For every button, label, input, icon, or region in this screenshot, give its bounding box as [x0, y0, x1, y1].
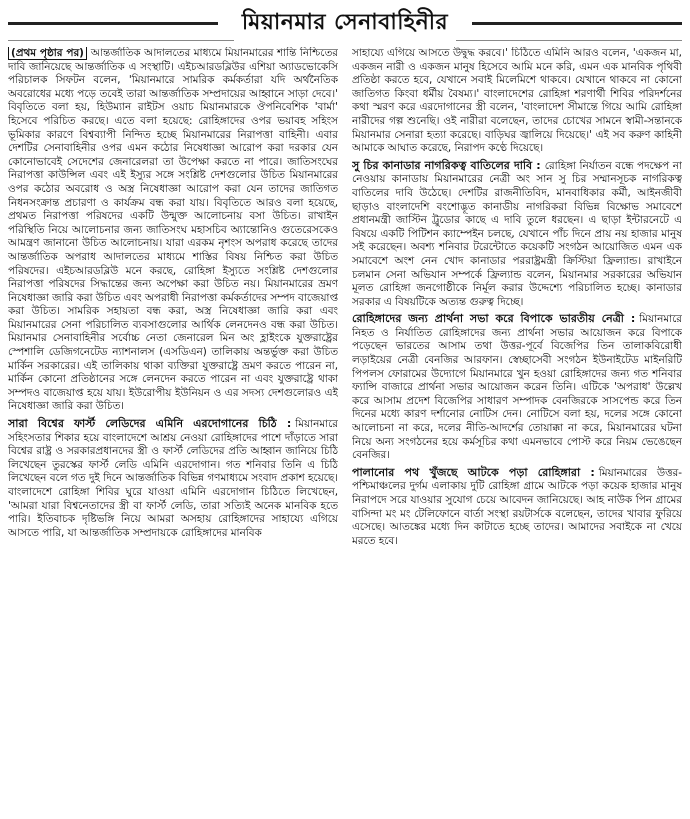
section-subhead: সারা বিশ্বের ফার্স্ট লেডিদের এমিনি এরদোগানের চিঠি :: [8, 417, 292, 431]
right-column: [352, 47, 682, 810]
section-text: মিয়ানমারের উত্তর-পশ্চিমাঞ্চলের দুর্গম এলাকায় দুটি রোহিঙ্গা গ্রামে আটকে পড়া কয়েক হাজার মানুষ নিরাপদে সরে যাওয়ার সুযোগ চেয়ে আবেদন জানিয়েছে। আহ নাউক পিন গ্রামের বাসিন্দা মং মং টেলিফোনে বার্তা সংস্থা রয়টার্সকে বলেছেন, তাদের খাবার ফুরিয়ে এসেছে। আতঙ্কের মধ্যে দিন কাটাতে হচ্ছে তাদের। আমাদের সবাইকে না খেয়ে মরতে হবে।: [352, 466, 682, 547]
jump-label: (প্রথম পৃষ্ঠার পর): [8, 47, 87, 60]
headline: মিয়ানমার সেনাবাহিনীর: [234, 5, 456, 42]
section-subhead: সু চির কানাডার নাগরিকত্ব বাতিলের দাবি :: [352, 158, 541, 172]
headline-rule-left: [8, 22, 218, 25]
section-indian-leader: [352, 312, 682, 463]
lead-paragraph: [8, 47, 338, 414]
section-subhead: রোহিঙ্গাদের জন্য প্রার্থনা সভা করে বিপাকে ভারতীয় নেত্রী :: [352, 312, 636, 326]
section-text: মিয়ানমারে সহিংসতার শিকার হয়ে বাংলাদেশে আশ্রয় নেওয়া রোহিঙ্গাদের পাশে দাঁড়াতে সারা বিশ্বের রাষ্ট্র ও সরকারপ্রধানদের স্ত্রী ও ফার্স্ট লেডিদের প্রতি আহ্বান জানিয়ে চিঠি লিখেছেন তুরস্কের ফার্স্ট লেডি এমিনি এরদোগান। গত শনিবার তিনি এ চিঠি লিখেছেন বলে গত দুই দিনে আন্তর্জাতিক বিভিন্ন গণমাধ্যমে সংবাদ প্রকাশ হয়েছে। বাংলাদেশে রোহিঙ্গা শিবির ঘুরে যাওয়া এমিনি এরদোগান চিঠিতে লিখেছেন, 'আমরা যারা বিশ্বনেতাদের স্ত্রী বা ফার্স্ট লেডি, তারা সত্যিই অনেক মানবিক হতে পারি। ইতিবাচক দৃষ্টিভঙ্গি নিয়ে আমরা অসহায় রোহিঙ্গাদের সাহায্যে এগিয়ে আসতে পারি, যা আন্তর্জাতিক সম্প্রদায়কে রোহিঙ্গাদের মানবিক: [8, 418, 338, 539]
section-trapped-rohingya: [352, 466, 682, 549]
section-first-ladies: [8, 417, 338, 540]
headline-bar: [8, 6, 682, 40]
continuation-paragraph: সাহায্যে এগিয়ে আসতে উদ্বুদ্ধ করবে।' চিঠিতে এমিনি আরও বলেন, 'একজন মা, একজন নারী ও একজন মানুষ হিসেবে আমি মনে করি, এমন এক মানবিক পৃথিবী প্রতিষ্ঠা করতে হবে, যেখানে সবাই মিলেমিশে থাকবে। যেখানে থাকবে না কোনো জাতিগত কিংবা ধর্মীয় বৈষম্য।' বাংলাদেশের রোহিঙ্গা শরণার্থী শিবির পরিদর্শনের কথা স্মরণ করে এরদোগানের স্ত্রী বলেন, 'বাংলাদেশ সীমান্তে গিয়ে আমি রোহিঙ্গা নারীদের গল্প শুনেছি। ওই নারীরা বলেছেন, তাদের চোখের সামনে স্বামী-সন্তানকে মিয়ানমার সেনারা হত্যা করেছে। বাড়িঘর জ্বালিয়ে দিয়েছে।' এই সব করুণ কাহিনী আমাকে আঘাত করেছে, নিরাপদ কণ্ঠে দিয়েছে।: [352, 47, 682, 155]
section-text: রোহিঙ্গা নির্যাতন বন্ধে পদক্ষেপ না নেওয়ায় কানাডায় মিয়ানমারের নেত্রী অং সান সু চির সম্মানসূচক নাগরিকত্ব বাতিলের দাবি উঠেছে। দেশটির রাজনীতিবিদ, মানবাধিকার কর্মী, আইনজীবী ছাড়াও বাংলাদেশি বংশোদ্ভূত কানাডীয় নাগরিকরা বিভিন্ন বিক্ষোভ সমাবেশে প্রধানমন্ত্রী জাস্টিন ট্রুডোর কাছে এ দাবি তুলে ধরছেন। এ ছাড়া ইন্টারনেটে এ বিষয়ে একটি পিটিশন ক্যাম্পেইন চলছে, যেখানে পাঁচ দিনে প্রায় নয় হাজার মানুষ সই করেছেন। অবশ্য শনিবার টরেন্টোতে কয়েকটি সংগঠন আয়োজিত এমন এক সমাবেশে অংশ নেন খোদ কানাডার পররাষ্ট্রমন্ত্রী ক্রিস্টিয়া ফ্রিল্যান্ড। রাখাইনে চলমান সেনা অভিযান সম্পর্কে ফ্রিল্যান্ড বলেন, মিয়ানমার সরকারের অভিযান মূলত রোহিঙ্গা জনগোষ্ঠীকে নির্মূল করার উদ্দেশ্যে পরিচালিত হচ্ছে। কানাডার সরকার এ বিষয়টিকে অত্যন্ত গুরুত্ব দিচ্ছে।: [352, 159, 682, 308]
left-column: [8, 47, 338, 810]
headline-rule-right: [472, 22, 682, 25]
lead-text: আন্তর্জাতিক আদালতের মাধ্যমে মিয়ানমারের শান্তি নিশ্চিতের দাবি জানিয়েছে আন্তর্জাতিক এ সংস্থাটি। এইচআরডব্লিউর এশিয়া অ্যাডভোকেসি পরিচালক সিফটন বলেন, 'মিয়ানমারে সামরিক কর্মকর্তারা যদি অর্থনৈতিক অবরোধের মধ্যে পড়ে তবেই তারা আন্তর্জাতিক সম্প্রদায়ের আহ্বানে সাড়া দেবে।' বিবৃতিতে বলা হয়, হিউম্যান রাইটস ওয়াচ মিয়ানমারকে ঔপনিবেশিক 'বার্মা' হিসেবে পরিচিত করছে। এতে বলা হয়েছে: রোহিঙ্গাদের ওপর ভয়াবহ সহিংস ভূমিকার কারণে বিশ্বব্যাপী নিন্দিত হচ্ছে মিয়ানমারের নিরাপত্তা বাহিনী। এবার দেশটির সেনাবাহিনীর ওপর এমন কঠোর নিষেধাজ্ঞা আরোপ করা দরকার যেন কোনোভাবেই সেদেশের জেনারেলরা তা উপেক্ষা করতে না পারে। জাতিসংঘের নিরাপত্তা কাউন্সিল এবং এই ইস্যুর সঙ্গে সংশ্লিষ্ট দেশগুলোর উচিত মিয়ানমারের ওপর কঠোর অবরোধ ও অস্ত্র নিষেধাজ্ঞা আরোপ করা যেন তাদের জাতিগত নিধনসংক্রান্ত প্রচারণা ও কার্যক্রম বন্ধ করা যায়। বিবৃতিতে আরও বলা হয়েছে, প্রথমত নিরাপত্তা পরিষদের একটি উন্মুক্ত আলোচনায় বসা উচিত। রাখাইন পরিস্থিতি নিয়ে আলোচনার জন্য জাতিসংঘ মহাসচিব অ্যান্তোনিও গুতেরেসকেও আমন্ত্রণ জানানো উচিত আলোচনায়। যারা এরকম নৃশংস অপরাধ করেছে তাদের আন্তর্জাতিক অপরাধ আদালতের মাধ্যমে শাস্তির বিষয় নিশ্চিত করা উচিত পরিষদের। এইচআরডব্লিউ মনে করছে, রোহিঙ্গা ইস্যুতে সংশ্লিষ্ট দেশগুলোর নিরাপত্তা পরিষদের সিদ্ধান্তের জন্য অপেক্ষা করা উচিত নয়। মিয়ানমারের ভ্রমণ নিষেধাজ্ঞা জারি করা উচিত এবং অপরাধী নিরাপত্তা কর্মকর্তাদের সম্পদ বাজেয়াপ্ত করা উচিত। সামরিক সহায়তা বন্ধ করা, অস্ত্র নিষেধাজ্ঞা জারি করা এবং মিয়ানমারের সেনা পরিচালিত ব্যবসাগুলোর আর্থিক লেনদেনও বন্ধ করা উচিত। মিয়ানমার সেনাবাহিনীর সর্বোচ্চ নেতা জেনারেল মিন অং হ্লাইংকে যুক্তরাষ্ট্রের স্পেশালি ডেজিগনেটেড ন্যাশনালস (এসডিএন) তালিকায় অন্তর্ভুক্ত করা উচিত মার্কিন সরকারের। এই তালিকায় থাকা ব্যক্তিরা যুক্তরাষ্ট্রে ভ্রমণ করতে পারেন না, মার্কিন কোনো প্রতিষ্ঠানের সঙ্গে লেনদেন করতে পারেন না এবং যুক্তরাষ্ট্রে থাকা সম্পদও বাজেয়াপ্ত হয়ে যায়। ইউরোপীয় ইউনিয়ন ও এর সদস্য দেশগুলোরও এই নিষেধাজ্ঞা জারি করা উচিত।: [8, 47, 338, 413]
article-columns: [8, 40, 682, 810]
section-subhead: পালানোর পথ খুঁজছে আটকে পড়া রোহিঙ্গারা :: [352, 465, 595, 479]
section-canada-citizenship: [352, 159, 682, 310]
section-text: মিয়ানমারে নিহত ও নির্যাতিত রোহিঙ্গাদের জন্য প্রার্থনা সভার আয়োজন করে বিপাকে পড়েছেন ভারতের আসাম তথা উত্তর-পূর্বে বিজেপির তিন তালাকবিরোধী লড়াইয়ের নেত্রী বেনজির আরফান। স্বেচ্ছাসেবী সংগঠন ইউনাইটেড মাইনরিটি পিপলস ফোরামের উদ্যোগে মিয়ানমারে খুন হওয়া রোহিঙ্গাদের জন্য গত শনিবার ফ্যান্সি বাজারে প্রার্থনা সভার আয়োজন করেন তিনি। এটিকে 'অপরাধ' উল্লেখ করে আসাম প্রদেশ বিজেপির সাধারণ সম্পাদক বেনজিরকে সাসপেন্ড করে তিন দিনের মধ্যে কারণ দর্শানোর নোটিস দেন। নোটিসে বলা হয়, দলের সঙ্গে কোনো আলোচনা না করে, দলের নীতি-আদর্শের তোয়াক্কা না করে, মিয়ানমারের ঘটনা নিয়ে অন্য সংগঠনের হয়ে কর্মসূচির কথা এমনভাবে পোস্ট করে নিয়ম ভেঙেছেন বেনজির।: [352, 313, 682, 462]
